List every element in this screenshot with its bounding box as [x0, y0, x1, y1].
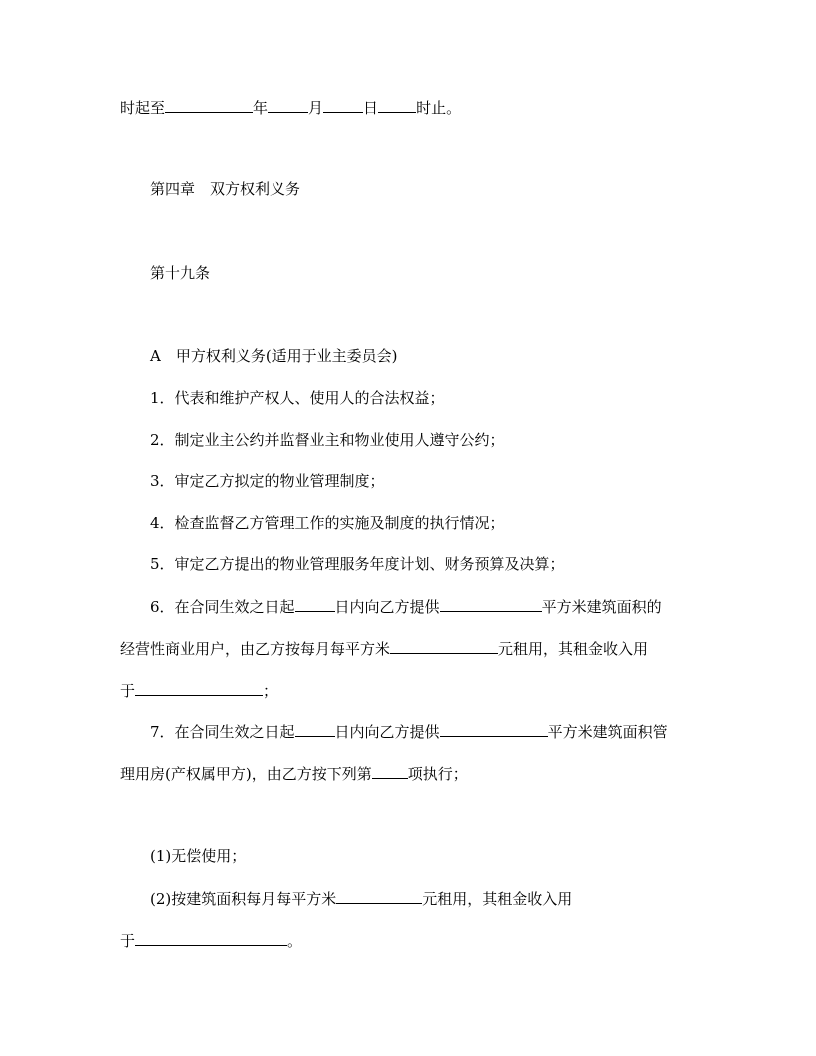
item-6-text-d: 经营性商业用户，由乙方按每月每平方米 [120, 640, 391, 658]
item-6-text-b: 日内向乙方提供 [334, 598, 440, 616]
month-blank[interactable] [268, 97, 308, 113]
option-1: (1)无偿使用； [150, 847, 247, 865]
option-2-text-c: 于 [120, 932, 136, 950]
month-label: 月 [308, 99, 324, 117]
item-7-text-e: 项执行； [407, 765, 468, 783]
option-2-text-b: 元租用，其租金收入用 [422, 890, 573, 908]
hour-suffix: 时止。 [416, 99, 462, 117]
item-6-text-f: 于 [120, 682, 136, 700]
item-3: 3．审定乙方拟定的物业管理制度； [150, 472, 385, 490]
item-7-option-blank[interactable] [372, 763, 408, 779]
day-blank[interactable] [323, 97, 363, 113]
item-6-use-blank[interactable] [135, 680, 263, 696]
section-a-heading: A 甲方权利义务(适用于业主委员会) [150, 347, 398, 365]
year-blank[interactable] [165, 97, 253, 113]
item-1: 1．代表和维护产权人、使用人的合法权益； [150, 389, 445, 407]
item-6-rent-blank[interactable] [390, 638, 498, 654]
item-7-text-d: 理用房(产权属甲方)，由乙方按下列第 [120, 765, 372, 783]
item-6-line-2 [120, 638, 648, 659]
chapter-title: 第四章 双方权利义务 [150, 180, 301, 198]
item-7-days-blank[interactable] [295, 721, 335, 737]
day-label: 日 [363, 99, 379, 117]
item-6-text-g: ； [263, 682, 279, 700]
item-6-text-e: 元租用，其租金收入用 [498, 640, 649, 658]
item-6-area-blank[interactable] [440, 596, 542, 612]
item-7-text-b: 日内向乙方提供 [334, 723, 440, 741]
option-2-line-2 [120, 930, 302, 951]
item-7-text-a: 7．在合同生效之日起 [150, 723, 295, 741]
item-6-line-3 [120, 680, 278, 701]
term-end-line [120, 97, 461, 118]
hour-blank[interactable] [378, 97, 416, 113]
item-7-line-1 [150, 721, 668, 742]
term-end-prefix: 时起至 [120, 99, 166, 117]
item-4: 4．检查监督乙方管理工作的实施及制度的执行情况； [150, 514, 505, 532]
item-7-text-c: 平方米建筑面积管 [547, 723, 668, 741]
item-5: 5．审定乙方提出的物业管理服务年度计划、财务预算及决算； [150, 555, 565, 573]
year-label: 年 [253, 99, 269, 117]
item-7-area-blank[interactable] [440, 721, 548, 737]
option-2-use-blank[interactable] [135, 930, 287, 946]
item-7-line-2 [120, 763, 468, 784]
option-2-line-1 [150, 888, 572, 909]
option-2-text-a: (2)按建筑面积每月每平方米 [150, 890, 337, 908]
item-6-text-c: 平方米建筑面积的 [541, 598, 662, 616]
article-title: 第十九条 [150, 264, 211, 282]
item-6-days-blank[interactable] [295, 596, 335, 612]
item-6-line-1 [150, 596, 662, 617]
item-6-text-a: 6．在合同生效之日起 [150, 598, 295, 616]
item-2: 2．制定业主公约并监督业主和物业使用人遵守公约； [150, 431, 505, 449]
option-2-text-d: 。 [287, 932, 303, 950]
option-2-rent-blank[interactable] [336, 888, 422, 904]
